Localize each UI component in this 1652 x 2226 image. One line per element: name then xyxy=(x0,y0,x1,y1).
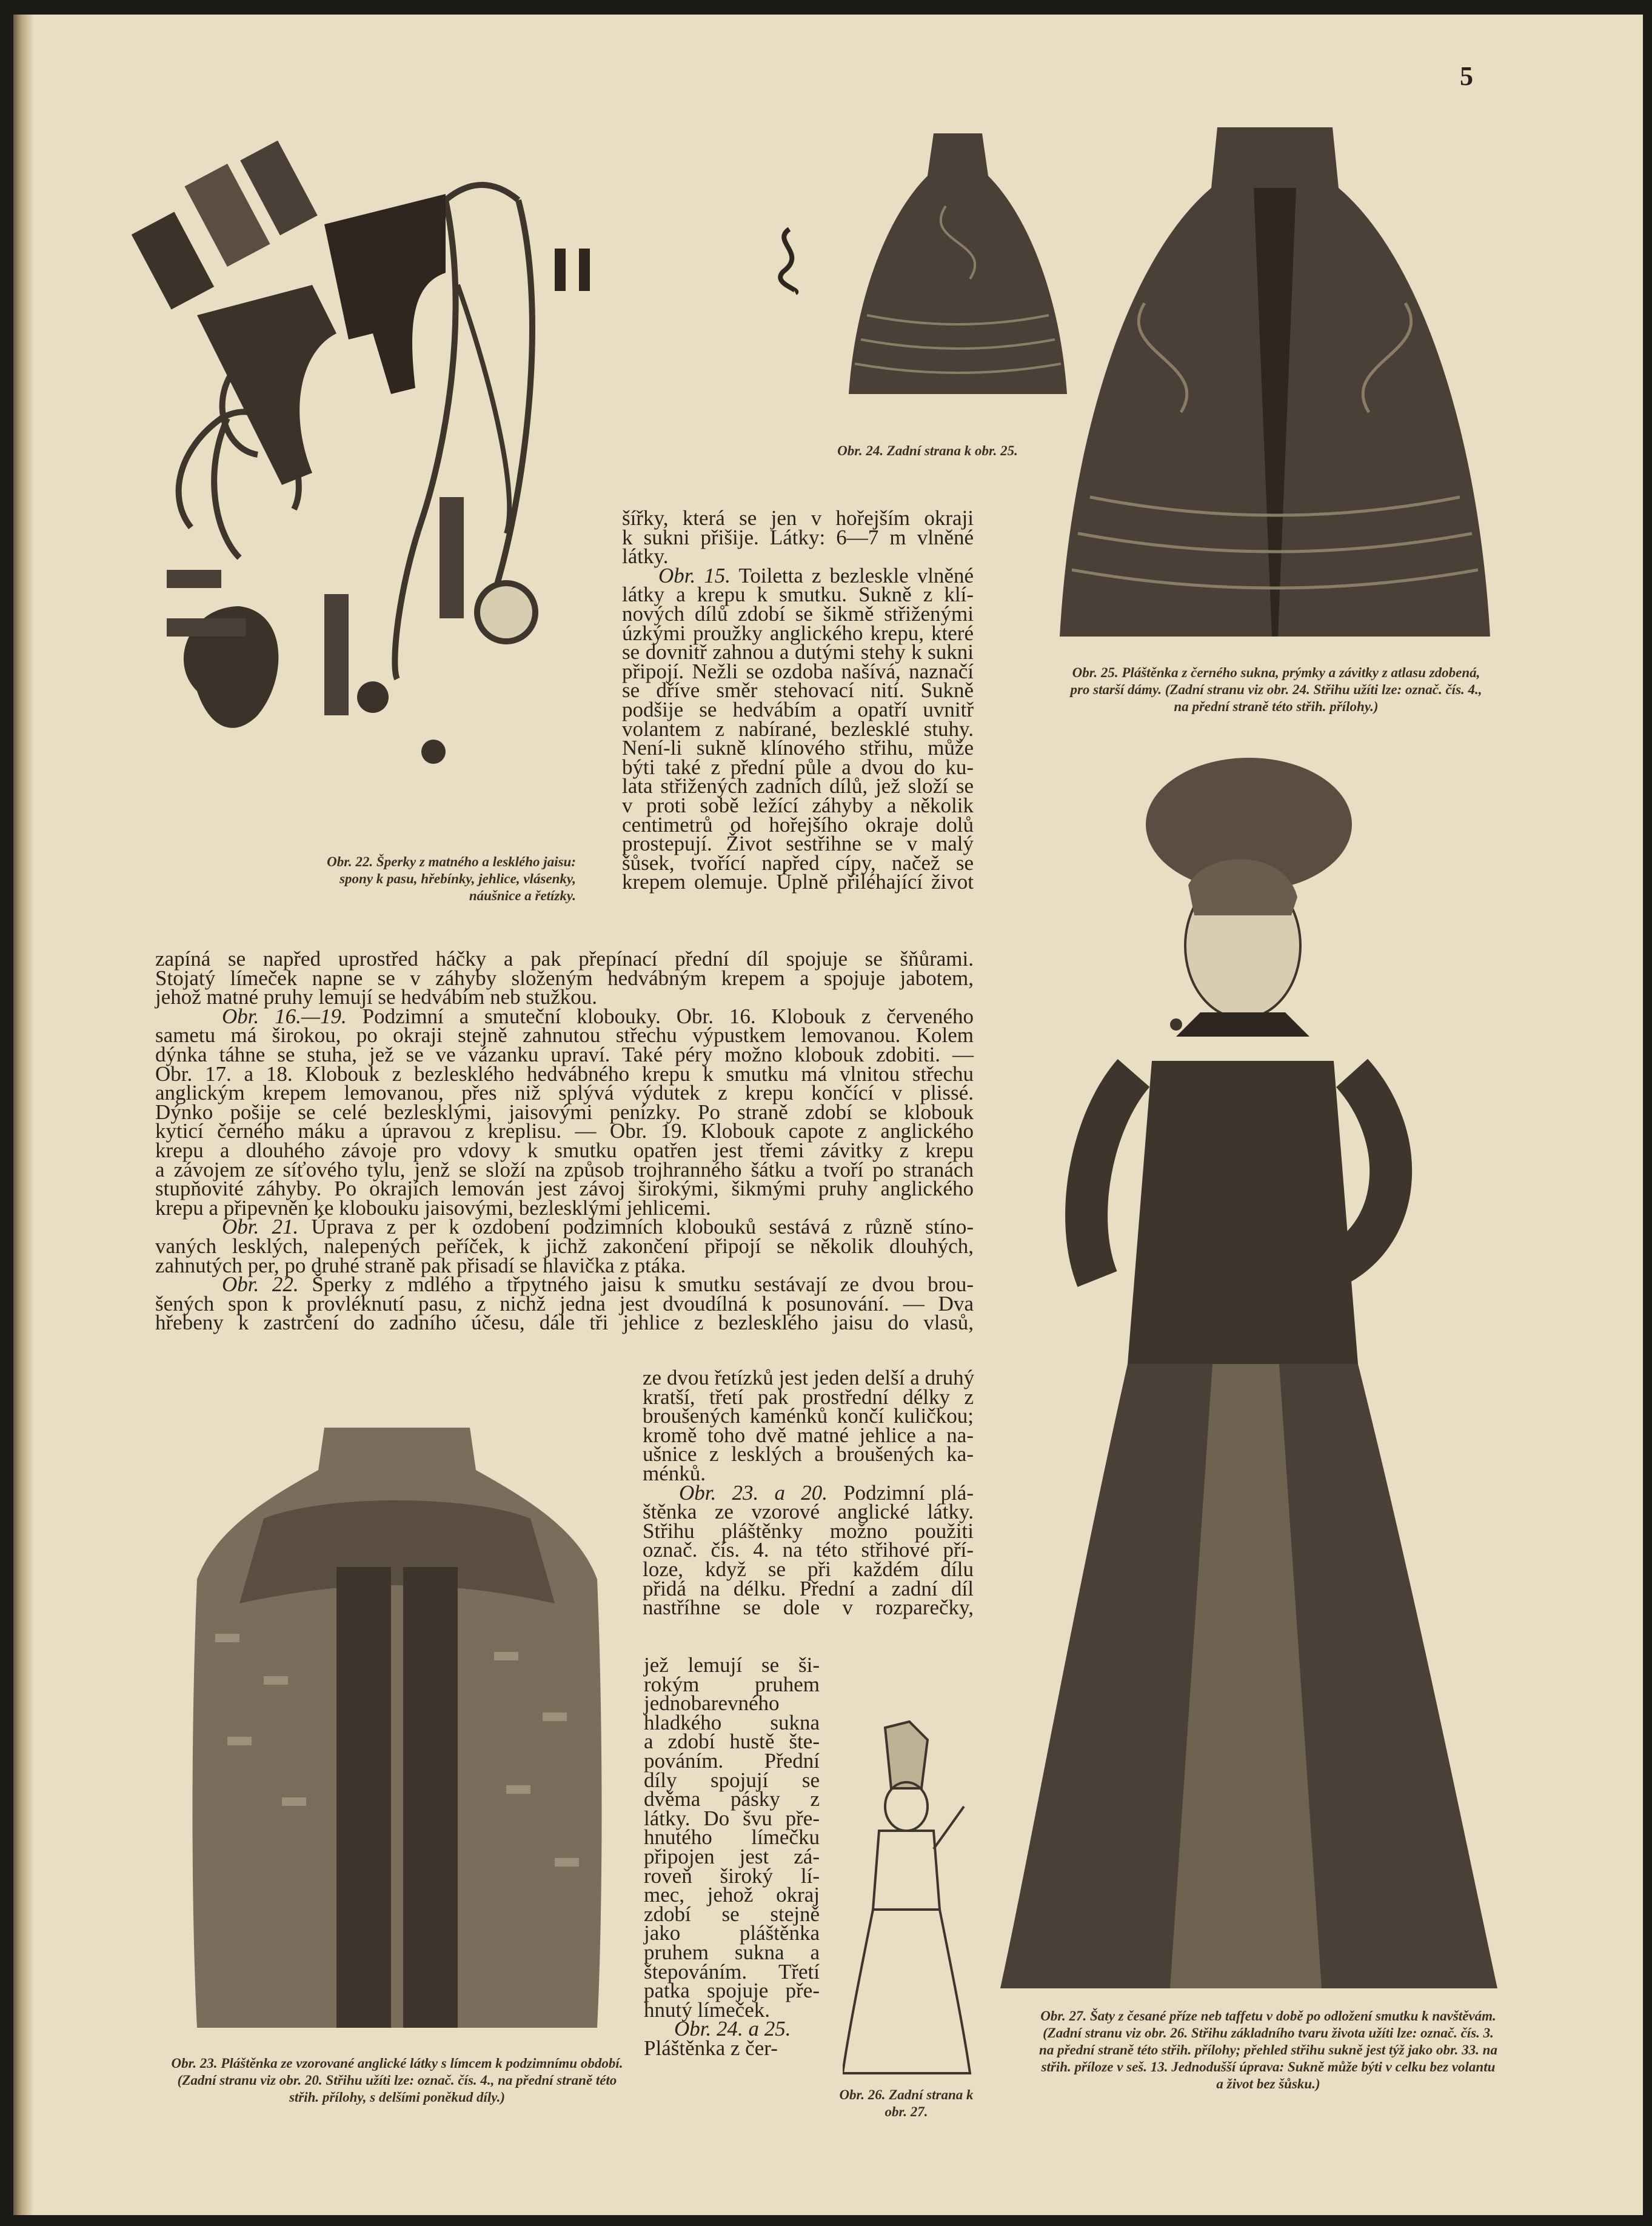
text-line: Není-li sukně klínového střihu, může xyxy=(622,736,974,760)
cape-back-illustration xyxy=(843,121,1073,400)
text-column-middle xyxy=(643,1366,975,1620)
book-spine xyxy=(13,15,34,2215)
text-line: Pláštěnka z čer- xyxy=(644,2036,778,2060)
caption-fig-26: Obr. 26. Zadní strana k obr. 27. xyxy=(839,2087,974,2119)
text-line: pováním. Přední xyxy=(644,1748,820,1773)
text-line: pruhem sukna a xyxy=(644,1940,820,1964)
text-line: broušených kaménků končí kuličkou; xyxy=(643,1404,974,1428)
ornament-icon xyxy=(765,223,814,296)
text-line: dvěma pásky z xyxy=(644,1787,820,1811)
text-line: úzkými proužky anglického krepu, které xyxy=(622,621,974,645)
text-line: díly spojují se xyxy=(644,1768,820,1792)
text-line: centimetrů od hořejšího okraje dolů xyxy=(622,812,974,837)
text-line: připojí. Nežli se ozdoba našívá, naznačí xyxy=(622,659,974,683)
text-line: kromě toho dvě matné jehlice a na- xyxy=(643,1423,974,1447)
dress-illustration xyxy=(994,758,1503,1994)
text-line: zapíná se napřed uprostřed háčky a pak přepínací přední díl spojuje se šňůrami. xyxy=(155,947,974,971)
caption-fig-23: Obr. 23. Pláštěnka ze vzorované anglické látky s límcem k podzimnímu období. (Zadní stranu viz obr. 20. Střihu užíti lze: označ. čís. 4., na přední straně této střih. přílohy, s delšími poněkud díly.) xyxy=(171,2056,623,2105)
text-line: a závojem ze síťového tylu, jenž se složí na způsob trojhranného šátku a tvoří po stranách xyxy=(155,1157,974,1182)
text-line: štěnka ze vzorové anglické látky. xyxy=(643,1500,974,1524)
text-line: Podzimní plá- xyxy=(827,1480,974,1505)
text-line: anglickým krepem lemovanou, přes niž splývá výdutek z krepu končící v plissé. xyxy=(155,1081,974,1105)
text-line: hnutého límečku xyxy=(644,1825,820,1850)
text-line: jež lemují se ši- xyxy=(644,1653,820,1677)
caption-fig-25: Obr. 25. Pláštěnka z černého sukna, prýmky a závitky z atlasu zdobená, pro starší dámy. (Zadní stranu viz obr. 24. Střihu užíti lze: označ. čís. 4., na přední straně této střih. přílohy.) xyxy=(1070,665,1482,714)
caption-fig-22: Obr. 22. Šperky z matného a lesklého jaisu: spony k pasu, hřebínky, jehlice, vlásenky, náušnice a řetízky. xyxy=(327,854,576,903)
text-line: jednobarevného xyxy=(644,1691,780,1716)
text-line: ušnice z lesklých a broušených ka- xyxy=(643,1442,974,1466)
text-line: nastříhne se dole v rozparečky, xyxy=(643,1596,974,1620)
text-line: šůsek, tvořící napřed cípy, načež se xyxy=(622,851,974,875)
text-line: Obr. 17. a 18. Klobouk z bezlesklého hedvábného krepu k smutku má vlnitou střechu xyxy=(155,1061,974,1086)
text-line: dýnka táhne se stuha, jež se ve vázanku upraví. Také péry možno klobouk zdobiti. — xyxy=(155,1042,974,1066)
text-line: se dříve směr stehovací nití. Sukně xyxy=(622,678,974,703)
text-line: označ. čís. 4. na této střihové pří- xyxy=(643,1538,974,1562)
text-line: rokým pruhem xyxy=(644,1672,820,1696)
text-line: hladkého sukna xyxy=(644,1710,820,1734)
text-line: roveň široký lí- xyxy=(644,1863,820,1888)
cape-front-illustration xyxy=(1054,121,1496,643)
text-line: podšije se hedvábím a opatří uvnitř xyxy=(622,697,974,721)
caption-fig-24: Obr. 24. Zadní strana k obr. 25. xyxy=(837,443,1018,458)
text-line: k sukni přišije. Látky: 6—7 m vlněné xyxy=(622,525,974,549)
text-line: látky a krepu k smutku. Sukně z klí- xyxy=(622,583,974,607)
text-line: Šperky z mdlého a třpytného jaisu k smutku sestávají ze dvou brou- xyxy=(298,1272,974,1297)
text-line: Úprava z per k ozdobení podzimních klobouků sestává z různě stíno- xyxy=(298,1215,974,1239)
text-line: hnutý límeček. xyxy=(644,1997,771,2022)
text-line: štepováním. Třetí xyxy=(644,1959,820,1984)
fig-ref-15: Obr. 15. xyxy=(658,563,731,587)
text-line: kyticí černého máku a úpravou z kreplisu. — Obr. 19. Klobouk capote z anglického xyxy=(155,1119,974,1143)
text-line: a zdobí hustě šte- xyxy=(644,1730,820,1754)
text-line: loze, když se při každém dílu xyxy=(643,1557,974,1581)
text-line: stupňovité záhyby. Po okrajích lemován jest závoj širokými, šikmými pruhy anglického xyxy=(155,1177,974,1201)
fig-ref-24-25: Obr. 24. a 25. xyxy=(674,2017,791,2041)
text-line: jehož matné pruhy lemují se hedvábím neb stužkou. xyxy=(155,985,597,1009)
text-line: ménků. xyxy=(643,1461,706,1485)
text-block-wide xyxy=(155,947,974,1335)
text-line: sametu má širokou, po okraji stejně zahnutou střechu výpustkem lemovanou. Kolem xyxy=(155,1023,974,1048)
text-line: látky. Do švu pře- xyxy=(644,1806,820,1830)
text-line: jako pláštěnka xyxy=(644,1921,820,1945)
text-line: látky. xyxy=(622,544,669,569)
text-line: v proti sobě ležící záhyby a několik xyxy=(622,793,974,817)
caption-fig-27: Obr. 27. Šaty z česané příze neb taffetu v době po odložení smutku k navštěvám. (Zadní stranu viz obr. 26. Střihu základního tvaru života užíti lze: označ. čís. 3. na přední straně této střih. přílohy; přehled střihu sukně jest týž jako obr. 33. na střih. příloze v seš. 13. Jednodušší úprava: Sukně může býti v celku bez volantu a život bez šůsku.) xyxy=(1039,2008,1497,2091)
text-line: Toiletta z bezleskle vlněné xyxy=(731,563,974,587)
text-line: patka spojuje pře- xyxy=(644,1979,820,2003)
text-line: Podzimní a smuteční klobouky. Obr. 16. Klobouk z červeného xyxy=(346,1004,974,1028)
text-line: přidá na délku. Přední a zadní díl xyxy=(643,1576,974,1600)
text-line: Střihu pláštěnky možno použiti xyxy=(643,1519,974,1543)
text-line: připojen jest zá- xyxy=(644,1844,820,1868)
text-line: Dýnko pošije se celé bezlesklými, jaisovými penízky. Po straně zdobí se klobouk xyxy=(155,1100,974,1124)
text-line: Stojatý límeček napne se v záhyby složeným hedvábným krepem a spojuje jabotem, xyxy=(155,966,974,990)
text-line: krepu a dlouhého závoje pro vdovy k smutku opatřen jest třemi závitky z krepu xyxy=(155,1138,974,1162)
text-line: se dovnitř zahnou a dutými stehy k sukni xyxy=(622,640,974,664)
text-line: šířky, která se jen v hořejším okraji xyxy=(622,506,974,530)
text-line: kratší, třetí pak prostřední délky z xyxy=(643,1385,974,1409)
text-line: krepem olemuje. Úplně přiléhající život xyxy=(622,870,974,894)
text-line: krepu a připevněn ke klobouku jaisovými, bezlesklými jehlicemi. xyxy=(155,1195,711,1220)
fig-ref-23: Obr. 23. a 20. xyxy=(679,1480,828,1505)
text-column-narrow xyxy=(644,1653,820,2060)
text-line: nových dílů zdobí se šikmě střiženými xyxy=(622,601,974,626)
fig-ref-22: Obr. 22. xyxy=(222,1272,299,1297)
jewelry-illustration xyxy=(130,133,664,788)
text-line: zahnutých per, po druhé straně pak přisadí se hlavička z ptáka. xyxy=(155,1253,686,1277)
text-line: ze dvou řetízků jest jeden delší a druhý xyxy=(643,1366,975,1389)
text-line: prostepují. Život sestřihne se v malý xyxy=(622,832,974,856)
page-number: 5 xyxy=(1460,61,1473,91)
text-line: býti také z přední půle a dvou do ku- xyxy=(622,755,974,779)
text-line: lata střižených zadních dílů, jež složí se xyxy=(622,774,974,798)
text-line: vaných lesklých, nalepených peříček, k jichž zakončení připojí se několik dlouhých, xyxy=(155,1234,974,1258)
text-line: volantem z nabírané, bezlesklé stuhy. xyxy=(622,717,974,741)
text-line: hřebeny k zastrčení do zadního účesu, dále tři jehlice z bezlesklého jaisu do vlasů, xyxy=(155,1311,974,1335)
text-line: zdobí se stejně xyxy=(644,1902,820,1926)
text-column-upper xyxy=(622,506,974,894)
patterned-cape-illustration xyxy=(191,1422,603,2034)
text-line: šených spon k provléknutí pasu, z nichž jedna jest dvoudílná k posunování. — Dva xyxy=(155,1291,974,1315)
text-line: mec, jehož okraj xyxy=(644,1883,820,1907)
dress-back-illustration xyxy=(843,1716,976,2079)
fig-ref-16-19: Obr. 16.—19. xyxy=(222,1004,347,1028)
fig-ref-21: Obr. 21. xyxy=(222,1215,299,1239)
